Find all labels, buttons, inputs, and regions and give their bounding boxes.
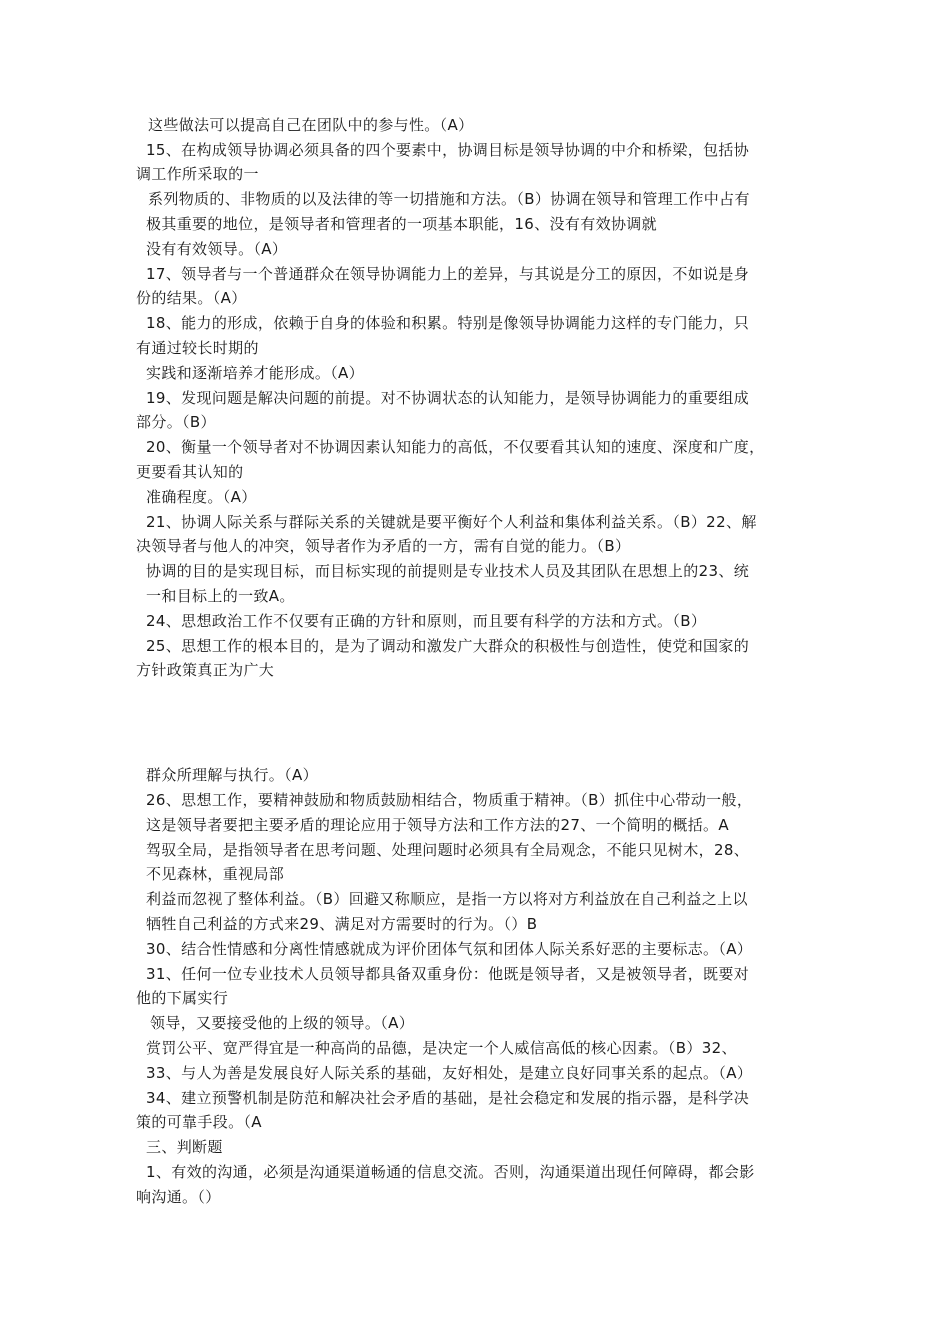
text-line: 31、任何一位专业技术人员领导都具备双重身份：他既是领导者，又是被领导者，既要对 (146, 965, 750, 983)
text-line: 20、衡量一个领导者对不协调因素认知能力的高低，不仅要看其认知的速度、深度和广度， (146, 438, 765, 456)
text-line: 33、与人为善是发展良好人际关系的基础，友好相处，是建立良好同事关系的起点。（A） (146, 1064, 753, 1082)
text-line: 不见森林，重视局部 (146, 865, 285, 883)
text-line: 更要看其认知的 (136, 463, 244, 481)
text-line: 系列物质的、非物质的以及法律的等一切措施和方法。（B）协调在领导和管理工作中占有 (148, 190, 750, 208)
text-line: 1、有效的沟通，必须是沟通渠道畅通的信息交流。否则，沟通渠道出现任何障碍，都会影 (146, 1163, 755, 1181)
text-line: 没有有效领导。（A） (146, 240, 288, 258)
text-line: 赏罚公平、宽严得宜是一种高尚的品德，是决定一个人威信高低的核心因素。（B）32、 (146, 1039, 737, 1057)
text-line: 份的结果。（A） (136, 289, 247, 307)
text-line: 领导，又要接受他的上级的领导。（A） (150, 1014, 415, 1032)
text-line: 这是领导者要把主要矛盾的理论应用于领导方法和工作方法的27、一个简明的概括。A (146, 816, 730, 834)
text-line: 21、协调人际关系与群际关系的关键就是要平衡好个人利益和集体利益关系。（B）22、解 (146, 513, 757, 531)
text-line: 24、思想政治工作不仅要有正确的方针和原则，而且要有科学的方法和方式。（B） (146, 612, 707, 630)
text-line: 利益而忽视了整体利益。（B）回避又称顺应，是指一方以将对方利益放在自己利益之上以 (146, 890, 748, 908)
text-line: 25、思想工作的根本目的，是为了调动和激发广大群众的积极性与创造性，使党和国家的 (146, 637, 750, 655)
text-line: 30、结合性情感和分离性情感就成为评价团体气氛和团体人际关系好恶的主要标志。（A） (146, 940, 753, 958)
text-line: 一和目标上的一致A。 (146, 587, 295, 605)
text-line: 方针政策真正为广大 (136, 661, 275, 679)
text-line: 准确程度。（A） (146, 488, 257, 506)
text-line: 部分。（B） (136, 413, 216, 431)
text-line: 策的可靠手段。（A (136, 1113, 262, 1131)
text-line: 17、领导者与一个普通群众在领导协调能力上的差异，与其说是分工的原因，不如说是身 (146, 265, 750, 283)
text-line: 这些做法可以提高自己在团队中的参与性。（A） (148, 116, 474, 134)
text-line: 19、发现问题是解决问题的前提。对不协调状态的认知能力，是领导协调能力的重要组成 (146, 389, 750, 407)
text-line: 34、建立预警机制是防范和解决社会矛盾的基础，是社会稳定和发展的指示器，是科学决 (146, 1089, 750, 1107)
section-heading: 三、判断题 (146, 1138, 223, 1156)
text-line: 群众所理解与执行。（A） (146, 766, 318, 784)
text-line: 有通过较长时期的 (136, 339, 259, 357)
text-line: 18、能力的形成，依赖于自身的体验和积累。特别是像领导协调能力这样的专门能力，只 (146, 314, 750, 332)
text-line: 调工作所采取的一 (136, 165, 259, 183)
text-line: 极其重要的地位，是领导者和管理者的一项基本职能，16、没有有效协调就 (146, 215, 657, 233)
text-line: 牺牲自己利益的方式来29、满足对方需要时的行为。（）B (146, 915, 538, 933)
text-line: 26、思想工作，要精神鼓励和物质鼓励相结合，物质重于精神。（B）抓住中心带动一般， (146, 791, 753, 809)
text-line: 实践和逐渐培养才能形成。（A） (146, 364, 365, 382)
text-line: 响沟通。（） (136, 1188, 221, 1206)
text-line: 协调的目的是实现目标，而目标实现的前提则是专业技术人员及其团队在思想上的23、统 (146, 562, 750, 580)
text-line: 他的下属实行 (136, 989, 229, 1007)
text-line: 决领导者与他人的冲突，领导者作为矛盾的一方，需有自觉的能力。（B） (136, 537, 631, 555)
text-line: 15、在构成领导协调必须具备的四个要素中，协调目标是领导协调的中介和桥梁，包括协 (146, 141, 750, 159)
text-line: 驾驭全局，是指领导者在思考问题、处理问题时必须具有全局观念，不能只见树木，28、 (146, 841, 750, 859)
